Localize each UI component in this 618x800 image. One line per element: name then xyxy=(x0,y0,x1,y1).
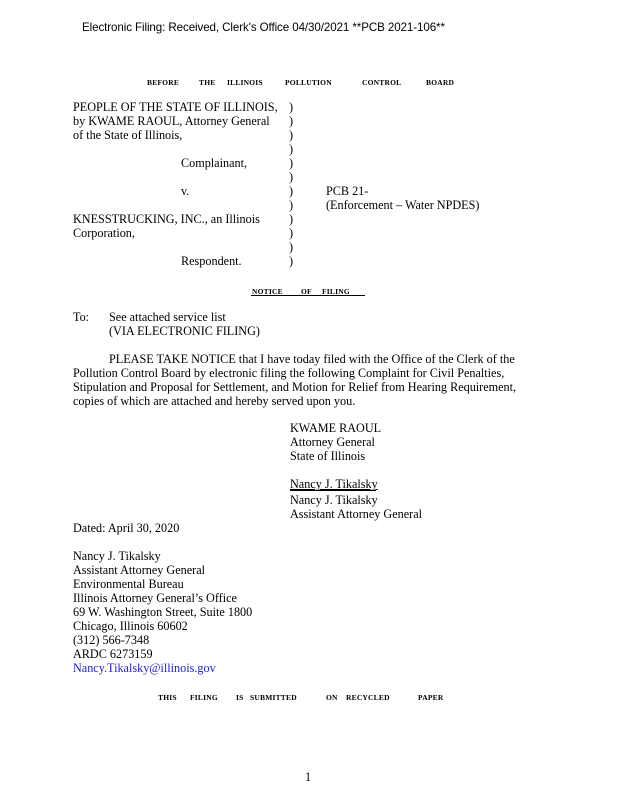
caption-paren: ) xyxy=(289,128,294,142)
body-line: Pollution Control Board by electronic filing the following Complaint for Civil Penalties, xyxy=(73,366,505,380)
contact-line: Illinois Attorney General’s Office xyxy=(73,591,237,605)
notice-title-word: FILING xyxy=(322,287,350,296)
footer-note-word: PAPER xyxy=(418,693,444,702)
footer-note-word: FILING xyxy=(190,693,218,702)
caption-paren: ) xyxy=(289,142,294,156)
board-heading-word: ILLINOIS xyxy=(227,78,263,87)
caption-respondent-label: Respondent. xyxy=(181,254,242,268)
contact-line: Environmental Bureau xyxy=(73,577,184,591)
contact-line: (312) 566-7348 xyxy=(73,633,150,647)
caption-paren: ) xyxy=(289,240,294,254)
footer-note-word: THIS xyxy=(158,693,177,702)
caption-paren: ) xyxy=(289,198,294,212)
board-heading-word: CONTROL xyxy=(362,78,402,87)
footer-note-word: RECYCLED xyxy=(346,693,390,702)
signer-title: Assistant Attorney General xyxy=(290,507,423,521)
caption-paren: ) xyxy=(289,226,294,240)
caption-complainant-label: Complainant, xyxy=(181,156,248,170)
dated-line: Dated: April 30, 2020 xyxy=(73,521,180,535)
case-number: PCB 21- xyxy=(326,184,369,198)
caption-versus: v. xyxy=(181,184,190,198)
contact-line: Chicago, Illinois 60602 xyxy=(73,619,188,633)
contact-line: 69 W. Washington Street, Suite 1800 xyxy=(73,605,253,619)
caption-paren: ) xyxy=(289,212,294,226)
signature-block-line: State of Illinois xyxy=(290,449,366,463)
board-heading-word: BEFORE xyxy=(147,78,180,87)
caption-paren: ) xyxy=(289,156,294,170)
recipient-label: To: xyxy=(73,310,90,324)
caption-party-line: of the State of Illinois, xyxy=(73,128,183,142)
caption-party-line: PEOPLE OF THE STATE OF ILLINOIS, xyxy=(73,100,278,114)
body-line: Stipulation and Proposal for Settlement, and Motion for Relief from Hearing Requirement, xyxy=(73,380,517,394)
caption-paren: ) xyxy=(289,114,294,128)
recipient-line: See attached service list xyxy=(109,310,226,324)
caption-paren: ) xyxy=(289,170,294,184)
caption-party-line: KNESSTRUCKING, INC., an Illinois xyxy=(73,212,260,226)
caption-paren: ) xyxy=(289,254,294,268)
caption-paren: ) xyxy=(289,100,294,114)
electronic-filing-stamp: Electronic Filing: Received, Clerk's Office 04/30/2021 **PCB 2021-106** xyxy=(82,21,445,34)
board-heading-word: POLLUTION xyxy=(285,78,332,87)
contact-line: Nancy J. Tikalsky xyxy=(73,549,161,563)
body-line: PLEASE TAKE NOTICE that I have today filed with the Office of the Clerk of the xyxy=(109,352,515,366)
email-link[interactable]: Nancy.Tikalsky@illinois.gov xyxy=(73,661,216,675)
signature-block-line: KWAME RAOUL xyxy=(290,421,382,435)
board-heading-word: BOARD xyxy=(426,78,455,87)
page-number: 1 xyxy=(305,770,312,784)
notice-title-underline xyxy=(251,295,365,296)
footer-note-word: ON xyxy=(326,693,338,702)
footer-note-word: SUBMITTED xyxy=(250,693,297,702)
electronic-signature: Nancy J. Tikalsky xyxy=(290,477,378,491)
signature-underline xyxy=(290,490,376,491)
footer-note-word: IS xyxy=(236,693,244,702)
contact-line: Assistant Attorney General xyxy=(73,563,206,577)
board-heading-word: THE xyxy=(199,78,216,87)
case-type: (Enforcement – Water NPDES) xyxy=(326,198,480,212)
notice-title-word: OF xyxy=(301,287,312,296)
notice-title-word: NOTICE xyxy=(252,287,283,296)
body-line: copies of which are attached and hereby served upon you. xyxy=(73,394,356,408)
caption-paren: ) xyxy=(289,184,294,198)
caption-party-line: Corporation, xyxy=(73,226,135,240)
recipient-line: (VIA ELECTRONIC FILING) xyxy=(109,324,260,338)
caption-party-line: by KWAME RAOUL, Attorney General xyxy=(73,114,270,128)
signer-name: Nancy J. Tikalsky xyxy=(290,493,378,507)
signature-block-line: Attorney General xyxy=(290,435,375,449)
contact-line: ARDC 6273159 xyxy=(73,647,153,661)
